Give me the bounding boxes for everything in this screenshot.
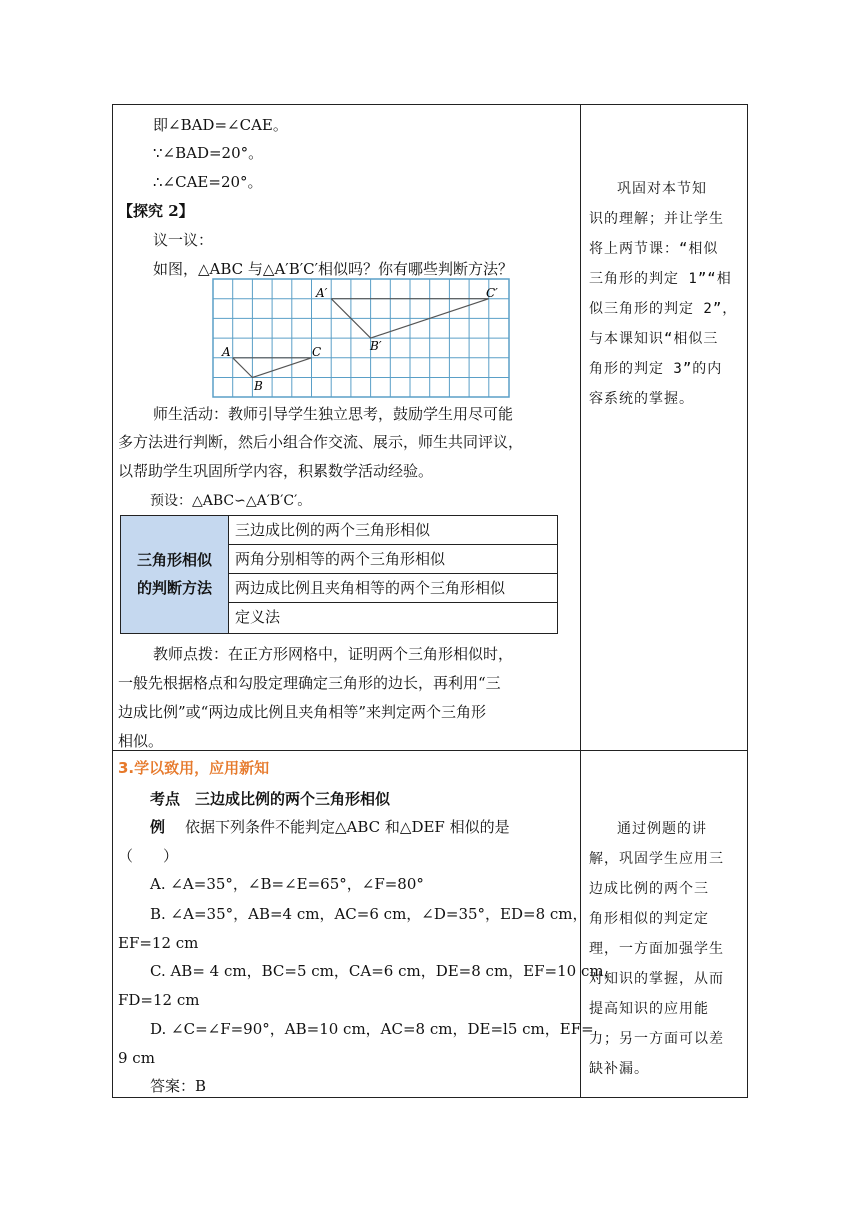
label-b: B: [254, 379, 263, 393]
point-heading: 考点 三边成比例的两个三角形相似: [150, 790, 391, 808]
side-line: 通过例题的讲: [617, 821, 707, 837]
option-a: A. ∠A=35°，∠B=∠E=65°，∠F=80°: [150, 875, 424, 893]
label-c-prime: C′: [486, 286, 498, 300]
preset-line: 预设：△ABC∽△A′B′C′。: [150, 493, 312, 509]
answer-paren: （ ）: [118, 847, 179, 865]
side-line: 力；另一方面可以差: [589, 1031, 724, 1047]
answer-line: 答案：B: [150, 1077, 207, 1095]
text-line: ∴∠CAE=20°。: [153, 173, 263, 191]
text-line: 多方法进行判断，然后小组合作交流、展示，师生共同评议，: [118, 433, 524, 451]
option-b-cont: EF=12 cm: [118, 934, 199, 952]
method-row: 两边成比例且夹角相等的两个三角形相似: [229, 574, 557, 603]
option-d-cont: 9 cm: [118, 1049, 155, 1067]
text-line: 即∠BAD=∠CAE。: [153, 116, 288, 134]
option-c: C. AB= 4 cm，BC=5 cm，CA=6 cm，DE=8 cm，EF=10 cm，: [150, 962, 619, 980]
option-c-cont: FD=12 cm: [118, 991, 200, 1009]
label-a: A: [222, 345, 231, 359]
row-divider: [113, 750, 747, 751]
side-line: 巩固对本节知: [617, 181, 707, 197]
question-line: 如图，△ABC 与△A′B′C′相似吗？你有哪些判断方法？: [153, 260, 514, 278]
side-line: 似三角形的判定 2”，: [589, 301, 738, 317]
method-row: 三边成比例的两个三角形相似: [229, 516, 557, 545]
side-line: 识的理解；并让学生: [589, 211, 724, 227]
method-row: 定义法: [235, 608, 281, 626]
option-b: B. ∠A=35°，AB=4 cm，AC=6 cm，∠D=35°，ED=8 cm，: [150, 905, 588, 923]
side-line: 提高知识的应用能: [589, 1001, 709, 1017]
grid-figure: [212, 278, 510, 398]
column-divider: [580, 105, 581, 1097]
text-line: 一般先根据格点和勾股定理确定三角形的边长，再利用“三: [118, 674, 501, 692]
side-line: 理，一方面加强学生: [589, 941, 724, 957]
text-line: 边成比例”或“两边成比例且夹角相等”来判定两个三角形: [118, 703, 487, 721]
side-line: 角形相似的判定定: [589, 911, 709, 927]
side-line: 角形的判定 3”的内: [589, 361, 723, 377]
side-note-1: [589, 174, 743, 414]
text-line: 相似。: [118, 732, 164, 750]
example-text: 依据下列条件不能判定△ABC 和△DEF 相似的是: [185, 818, 510, 836]
text-line: 议一议：: [153, 231, 214, 249]
option-d: D. ∠C=∠F=90°，AB=10 cm，AC=8 cm，DE=l5 cm，EF=: [150, 1020, 594, 1038]
side-line: 缺补漏。: [589, 1061, 649, 1077]
label-c: C: [312, 345, 322, 359]
method-table-head: [121, 516, 229, 633]
side-line: 容系统的掌握。: [589, 391, 694, 407]
side-line: 三角形的判定 1”“相: [589, 271, 732, 287]
section-title: 3.学以致用，应用新知: [118, 759, 270, 777]
text-line: 以帮助学生巩固所学内容，积累数学活动经验。: [118, 462, 434, 480]
method-table: [120, 515, 558, 634]
text-line: 教师点拨：在正方形网格中，证明两个三角形相似时，: [153, 645, 514, 663]
side-line: 边成比例的两个三: [589, 881, 709, 897]
side-line: 对知识的掌握，从而: [589, 971, 724, 987]
label-a-prime: A′: [316, 286, 328, 300]
side-line: 解，巩固学生应用三: [589, 851, 724, 867]
head-line: 的判断方法: [136, 579, 212, 597]
label-b-prime: B′: [370, 339, 382, 353]
side-note-2: [589, 814, 743, 1084]
explore-heading: 【探究 2】: [118, 202, 194, 220]
side-line: 与本课知识“相似三: [589, 331, 719, 347]
side-line: 将上两节课：“相似: [589, 241, 719, 257]
example-label: 例: [150, 818, 166, 836]
head-line: 三角形相似: [136, 551, 212, 569]
method-row: 两角分别相等的两个三角形相似: [229, 545, 557, 574]
text-line: 师生活动：教师引导学生独立思考，鼓励学生用尽可能: [153, 405, 514, 423]
text-line: ∵∠BAD=20°。: [153, 144, 264, 162]
